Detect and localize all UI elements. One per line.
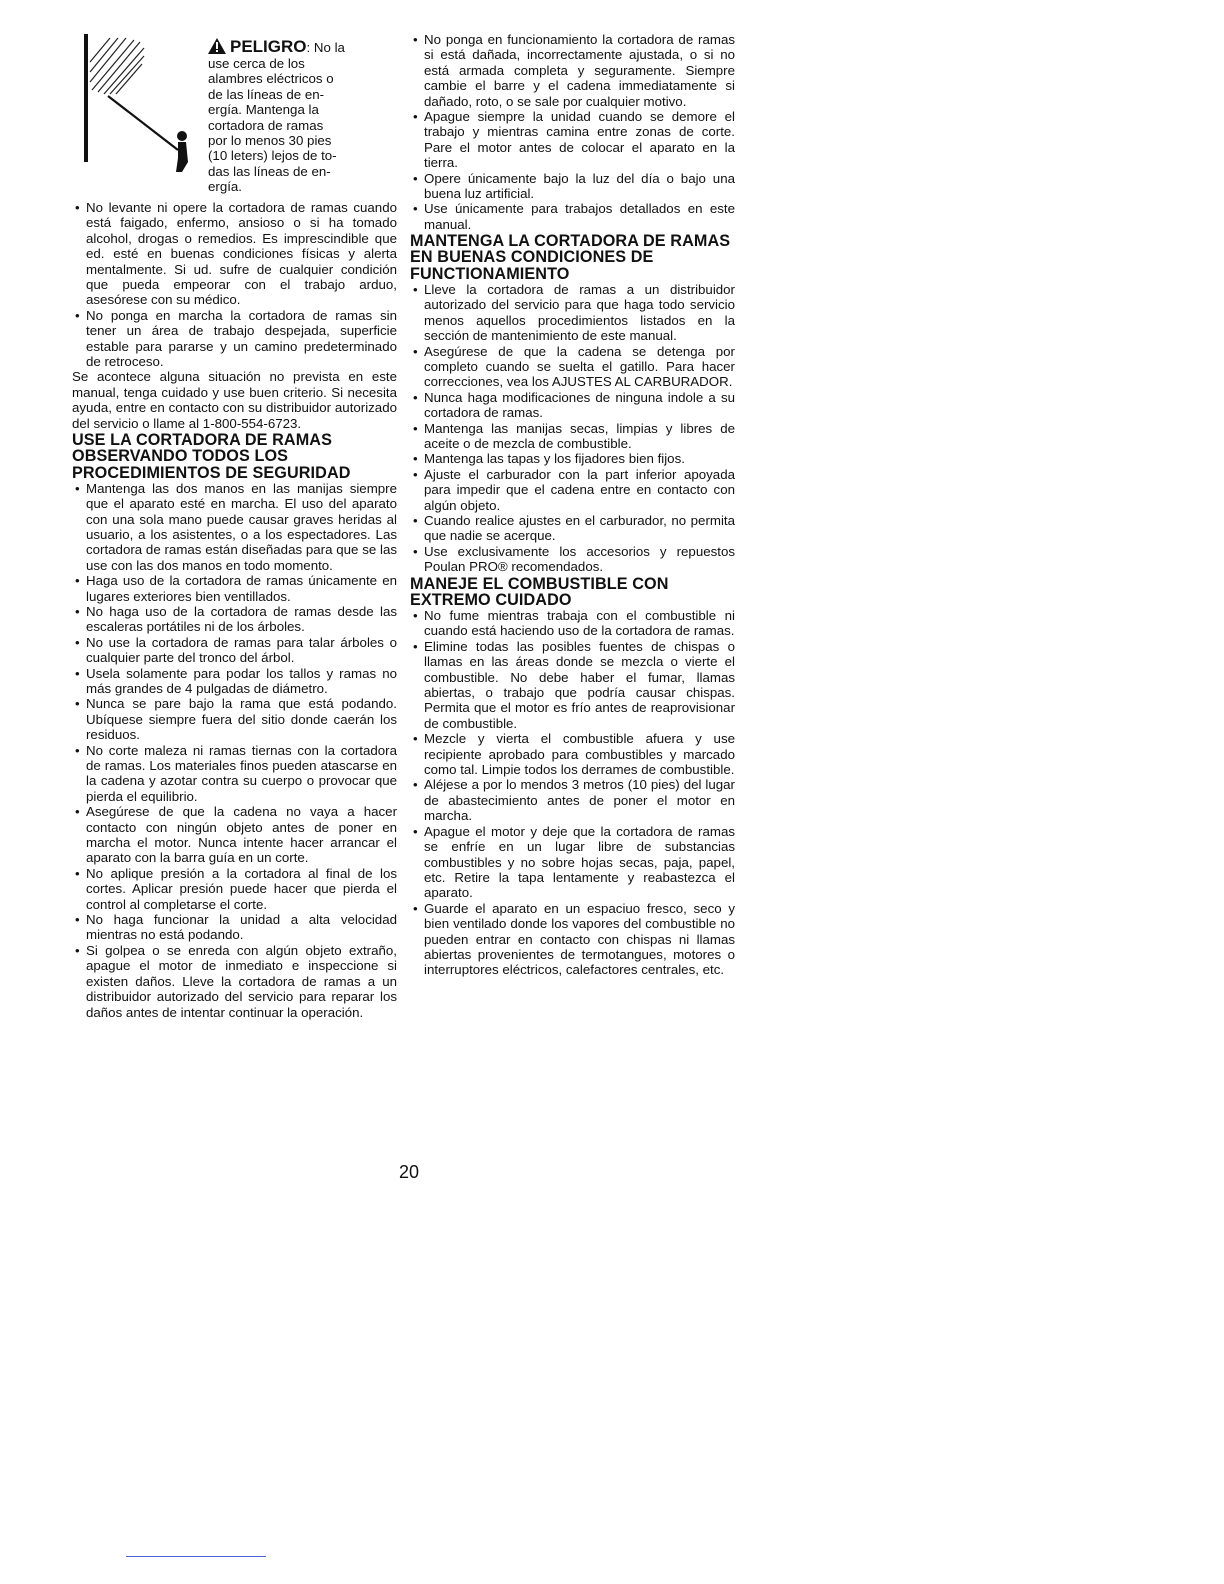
list-item: • Ajuste el carburador con la part inferior apoyada para impedir que el cadena entre en contacto con algún objeto. bbox=[410, 467, 735, 513]
list-item: • Asegúrese de que la cadena se detenga por completo cuando se suelta el gatillo. Para hacer correcciones, vea los AJUSTES AL CARBURADOR. bbox=[410, 344, 735, 390]
list-item: • Mantenga las manijas secas, limpias y libres de aceite o de mezcla de combustible. bbox=[410, 421, 735, 452]
section-heading-safety: USE LA CORTADORA DE RAMAS OBSERVANDO TODOS LOS PROCEDIMIENTOS DE SEGURIDAD bbox=[72, 431, 351, 482]
list-item: • Mantenga las dos manos en las manijas siempre que el aparato esté en marcha. El uso del aparato con una sola mano puede causar graves heridas al usuario, a los asistentes, o a los espectadores. Las cortadora de ramas están diseñadas para que se las use con las dos manos en todo momento. bbox=[72, 481, 397, 573]
list-item: • Si golpea o se enreda con algún objeto extraño, apague el motor de inmediato e inspeccione si existen daños. Lleve la cortadora de ramas a un distribuidor autorizado del servicio para reparar los daños antes de intentar continuar la operación. bbox=[72, 943, 397, 1020]
list-item: • No levante ni opere la cortadora de ramas cuando está faigado, enfermo, ansioso o si ha tomado alcohol, drogas o remedios. Es imprescindible que ed. esté en buenas condiciones físicas y alerta mentalmente. Si ud. sufre de cualquier condición que pueda empeorar con el trabajo arduo, asesórese con su médico. bbox=[72, 200, 397, 308]
danger-line: por lo menos 30 pies bbox=[208, 133, 332, 149]
list-item: • Nunca haga modificaciones de ninguna indole a su cortadora de ramas. bbox=[410, 390, 735, 421]
list-item: • Guarde el aparato en un espaciuo fresco, seco y bien ventilado donde los vapores del combustible no pueden entrar en contacto con chispas ni llamas abiertas provenientes de termotangues, motores o interruptores eléctricos, calefactores centrales, etc. bbox=[410, 901, 735, 978]
list-item: • Cuando realice ajustes en el carburador, no permita que nadie se acerque. bbox=[410, 513, 735, 544]
list-item: • Apague el motor y deje que la cortadora de ramas se enfríe en un lugar libre de substancias combustibles y no sobre hojas secas, paja, papel, etc. Retire la tapa lentamente y reabastezca el aparato. bbox=[410, 824, 735, 901]
right-bullets-b bbox=[410, 282, 735, 575]
list-item: • No corte maleza ni ramas tiernas con la cortadora de ramas. Los materiales finos pueden atascarse en la cadena y azotar contra su cuerpo o provocar que pierda el equilibrio. bbox=[72, 743, 397, 805]
list-item: • Use únicamente para trabajos detallados en este manual. bbox=[410, 201, 735, 232]
list-item: • No haga funcionar la unidad a alta velocidad mientras no está podando. bbox=[72, 912, 397, 943]
section-heading-maintenance: MANTENGA LA CORTADORA DE RAMAS EN BUENAS CONDICIONES DE FUNCTIONAMIENTO bbox=[410, 232, 731, 283]
right-bullets-a bbox=[410, 32, 735, 232]
list-item: • Asegúrese de que la cadena no vaya a hacer contacto con ningún objeto antes de poner en marcha el motor. Nunca intente hacer arrancar el aparato con la barra guía en un corte. bbox=[72, 804, 397, 866]
danger-line: use cerca de los bbox=[208, 56, 305, 71]
right-bullets-c bbox=[410, 608, 735, 978]
list-item: • Mezcle y vierta el combustible afuera y use recipiente aprobado para combustibles y marcado como tal. Limpie todos los derrames de combustible. bbox=[410, 731, 735, 777]
list-item: • No fume mientras trabaja con el combustible ni cuando está haciendo uso de la cortadora de ramas. bbox=[410, 608, 735, 639]
right-column bbox=[410, 32, 735, 978]
danger-line: ergía. Mantenga la bbox=[208, 102, 319, 118]
danger-line: cortadora de ramas bbox=[208, 117, 324, 133]
list-item: • Nunca se pare bajo la rama que está podando. Ubíquese siempre fuera del sitio donde caerán los residuos. bbox=[72, 696, 397, 742]
danger-line: alambres eléctricos o bbox=[208, 71, 334, 87]
list-item: • No ponga en marcha la cortadora de ramas sin tener un área de trabajo despejada, superficie estable para pararse y un camino predeterminado de retroceso. bbox=[72, 308, 397, 370]
list-item: • No use la cortadora de ramas para talar árboles o cualquier parte del tronco del árbol. bbox=[72, 635, 397, 666]
contact-paragraph: Se acontece alguna situación no prevista en este manual, tenga cuidado y use buen criterio. Si necesita ayuda, entre en contacto con su distribuidor autorizado del servicio o llame al 1-800-554-6723. bbox=[72, 369, 397, 431]
list-item: • Haga uso de la cortadora de ramas únicamente en lugares exteriores bien ventillados. bbox=[72, 573, 397, 604]
list-item: • Use exclusivamente los accesorios y repuestos Poulan PRO® recomendados. bbox=[410, 544, 735, 575]
left-column bbox=[72, 32, 397, 1020]
danger-text bbox=[208, 38, 368, 195]
left-bullets-b bbox=[72, 481, 397, 1020]
danger-line: de las líneas de en- bbox=[208, 86, 325, 102]
list-item: • Elimine todas las posibles fuentes de chispas o llamas en las áreas donde se mezcla o vierte el combustible. No debe haber el fumar, llamas abiertas, o trabajo que podría causar chispas. Permita que el motor es frío antes de reaprovisionar de combustible. bbox=[410, 639, 735, 731]
list-item: • Usela solamente para podar los tallos y ramas no más grandes de 4 pulgadas de diámetro. bbox=[72, 666, 397, 697]
danger-line: (10 leters) lejos de to- bbox=[208, 148, 337, 164]
danger-notice bbox=[72, 32, 397, 200]
power-line-hazard-illustration bbox=[78, 32, 198, 172]
list-item: • No ponga en funcionamiento la cortadora de ramas si está dañada, incorrectamente ajustada, o si no está armada completa y seguramente. Siempre cambie el barre y el cadena immediatamente si dañado, roto, o se sale por cualquier motivo. bbox=[410, 32, 735, 109]
danger-line: ergía. bbox=[208, 179, 243, 195]
list-item: • Mantenga las tapas y los fijadores bien fijos. bbox=[410, 451, 735, 466]
footer-rule bbox=[126, 1556, 266, 1557]
list-item: • Lleve la cortadora de ramas a un distribuidor autorizado del servicio para que haga todo servicio menos aquellos procedimientos listados en la sección de mantenimiento de este manual. bbox=[410, 282, 735, 344]
danger-line: : No la bbox=[306, 40, 345, 55]
list-item: • Opere únicamente bajo la luz del día o bajo una buena luz artificial. bbox=[410, 171, 735, 202]
list-item: • No haga uso de la cortadora de ramas desde las escaleras portátiles ni de los árboles. bbox=[72, 604, 397, 635]
list-item: • No aplique presión a la cortadora al final de los cortes. Aplicar presión puede hacer que pierda el control al completarse el corte. bbox=[72, 866, 397, 912]
list-item: • Aléjese a por lo mendos 3 metros (10 pies) del lugar de abastecimiento antes de poner el motor en marcha. bbox=[410, 777, 735, 823]
warning-triangle-icon bbox=[208, 38, 226, 54]
danger-title: PELIGRO bbox=[230, 37, 307, 56]
list-item: • Apague siempre la unidad cuando se demore el trabajo y mientras camina entre zonas de corte. Pare el motor antes de colocar el aparato en la tierra. bbox=[410, 109, 735, 171]
page-number: 20 bbox=[398, 1162, 420, 1182]
danger-line: das las líneas de en- bbox=[208, 163, 331, 179]
section-heading-fuel: MANEJE EL COMBUSTIBLE CON EXTREMO CUIDADO bbox=[410, 574, 669, 609]
left-bullets-a bbox=[72, 200, 397, 369]
